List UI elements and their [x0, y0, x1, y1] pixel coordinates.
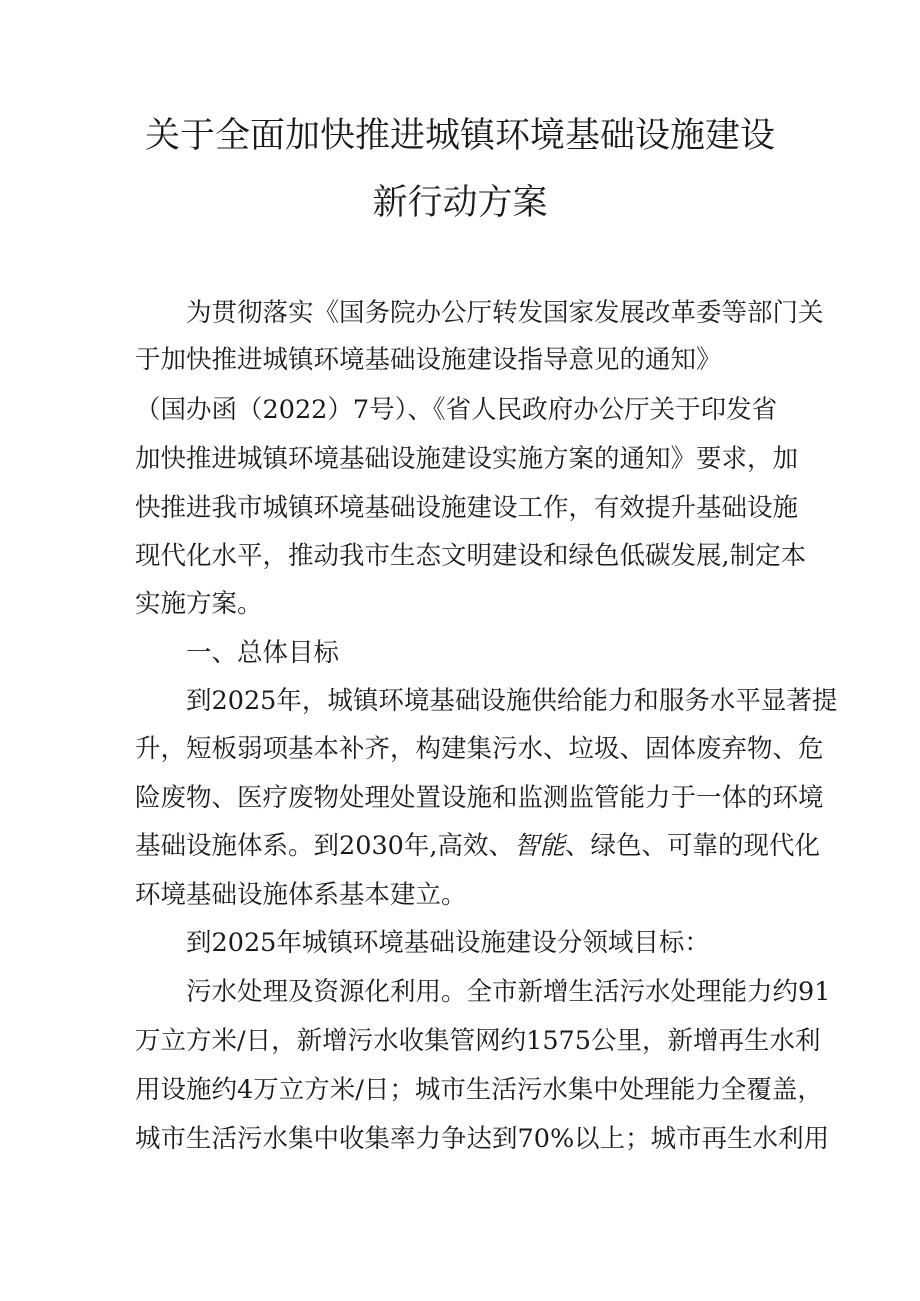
- paragraph-3-line-1: 到2025年城镇环境基础设施建设分领域目标：: [186, 928, 710, 958]
- paragraph-1-line-1: 为贯彻落实《国务院办公厅转发国家发展改革委等部门关: [186, 298, 824, 328]
- paragraph-4-line-4: 城市生活污水集中收集率力争达到70%以上；城市再生水利用: [135, 1124, 830, 1154]
- paragraph-2-line-4-part-c: 、绿色、可靠的现代化: [565, 831, 821, 861]
- paragraph-2-line-2: 升，短板弱项基本补齐，构建集污水、垃圾、固体废弃物、危: [135, 734, 824, 764]
- paragraph-1-line-3: （国办函（2022）7号）、《省人民政府办公厅关于印发省: [135, 395, 778, 425]
- paragraph-2-line-5: 环境基础设施体系基本建立。: [135, 880, 467, 910]
- document-title-line-2: 新行动方案: [372, 183, 548, 223]
- paragraph-4-line-3: 用设施约4万立方米/日；城市生活污水集中处理能力全覆盖，: [135, 1075, 823, 1105]
- paragraph-2-line-1: 到2025年，城镇环境基础设施供给能力和服务水平显著提: [186, 686, 838, 716]
- paragraph-2-line-3: 险废物、医疗废物处理处置设施和监测监管能力于一体的环境: [135, 783, 824, 813]
- document-title-line-1: 关于全面加快推进城镇环境基础设施建设: [144, 116, 775, 156]
- paragraph-1-line-2: 于加快推进城镇环境基础设施建设指导意见的通知》: [135, 345, 722, 375]
- paragraph-1-line-5: 快推进我市城镇环境基础设施建设工作，有效提升基础设施: [135, 493, 799, 523]
- section-1-heading: 一、总体目标: [186, 638, 340, 668]
- paragraph-1-line-4: 加快推进城镇环境基础设施建设实施方案的通知》要求，加: [135, 444, 799, 474]
- paragraph-1-line-6: 现代化水平，推动我市生态文明建设和绿色低碳发展,制定本: [135, 541, 807, 571]
- paragraph-2-line-4-part-a: 基础设施体系。到2030年,高效、: [135, 831, 515, 861]
- paragraph-4-line-1: 污水处理及资源化利用。全市新增生活污水处理能力约91: [186, 977, 831, 1007]
- paragraph-1-line-7: 实施方案。: [135, 589, 263, 619]
- paragraph-2-line-4-italic: 智能: [514, 831, 566, 861]
- paragraph-4-line-2: 万立方米/日，新增污水收集管网约1575公里，新增再生水利: [135, 1026, 821, 1056]
- paragraph-2-line-4: [135, 829, 820, 863]
